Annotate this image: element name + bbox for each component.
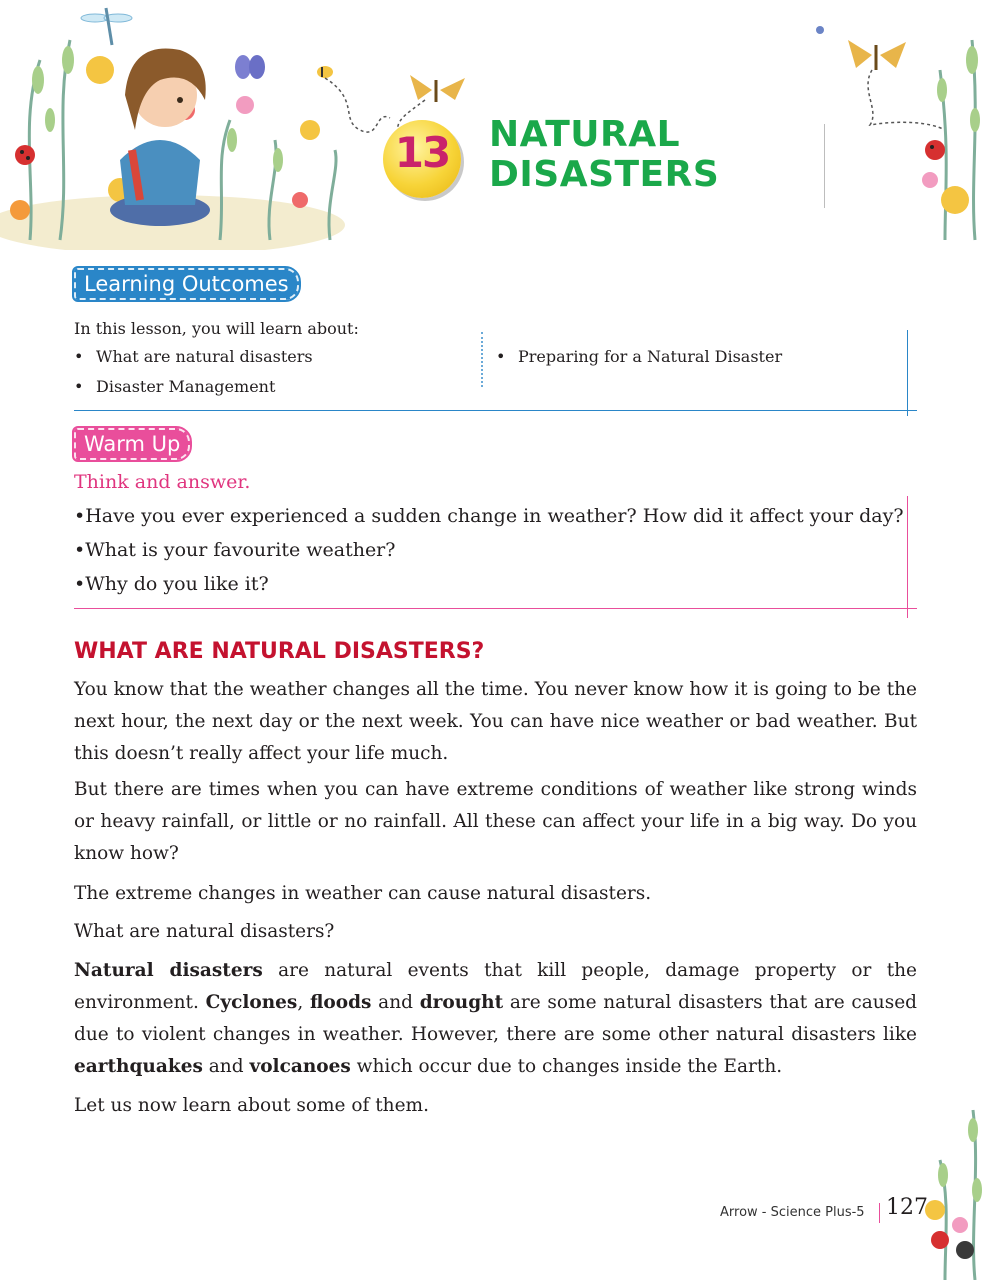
section-heading: WHAT ARE NATURAL DISASTERS? [74, 639, 485, 664]
footer-separator [879, 1203, 880, 1223]
chapter-badge [383, 120, 461, 198]
page-number: 127 [886, 1195, 928, 1220]
box-border [907, 330, 908, 416]
paragraph: But there are times when you can have extreme conditions of weather like strong winds or heavy rainfall, or little or no rainfall. All these can affect your life in a big way. Do you know how? [74, 779, 917, 864]
learning-outcomes-label: Learning Outcomes [74, 268, 299, 300]
warm-up-label: Warm Up [74, 428, 190, 460]
small-bug-icon [816, 26, 824, 34]
corner-flower-illustration [905, 1100, 989, 1280]
paragraph: Let us now learn about some of them. [74, 1095, 429, 1116]
list-item: •Why do you like it? [74, 573, 269, 595]
girl-illustration [110, 48, 210, 226]
paragraph: What are natural disasters? [74, 921, 335, 942]
box-border [74, 608, 917, 609]
moth-icon-center [410, 75, 465, 102]
list-item: • Disaster Management [74, 377, 276, 396]
paragraph: You know that the weather changes all the time. You never know how it is going to be the next hour, the next day or the next week. You can have nice weather or bad weather. But this doesn’t really affect your life much. [74, 679, 917, 764]
list-item: •What is your favourite weather? [74, 539, 396, 561]
chapter-title: NATURAL DISASTERS [489, 114, 720, 195]
ladybug-icon [15, 145, 35, 165]
butterfly-icon-blue [235, 55, 265, 79]
chapter-number: 13 [394, 128, 450, 177]
dragonfly-icon [81, 8, 132, 45]
paragraph: The extreme changes in weather can cause natural disasters. [74, 883, 652, 904]
paragraph-definition: Natural disasters are natural events that kill people, damage property or the environment. Cyclones, floods and drought are some natural disasters that are caused due to violent changes in weather. However, there are some other natural disasters like earthquakes and volcanoes which occur due to changes inside the Earth. [74, 960, 918, 1077]
beetle-icon [956, 1241, 974, 1259]
moth-icon-right [848, 40, 906, 70]
warm-up-prompt: Think and answer. [74, 471, 251, 493]
box-border [907, 496, 908, 618]
ladybug-icon-right [925, 140, 945, 160]
list-item: •Have you ever experienced a sudden change in weather? How did it affect your day? [74, 505, 904, 527]
book-title: Arrow - Science Plus-5 [720, 1205, 865, 1220]
box-border [74, 410, 917, 411]
ladybug-icon [931, 1231, 949, 1249]
learning-outcomes-intro: In this lesson, you will learn about: [74, 319, 359, 338]
list-item: • Preparing for a Natural Disaster [496, 347, 783, 366]
title-divider [824, 124, 825, 208]
list-item: • What are natural disasters [74, 347, 313, 366]
bee-icon [317, 66, 333, 78]
column-divider [481, 332, 483, 387]
